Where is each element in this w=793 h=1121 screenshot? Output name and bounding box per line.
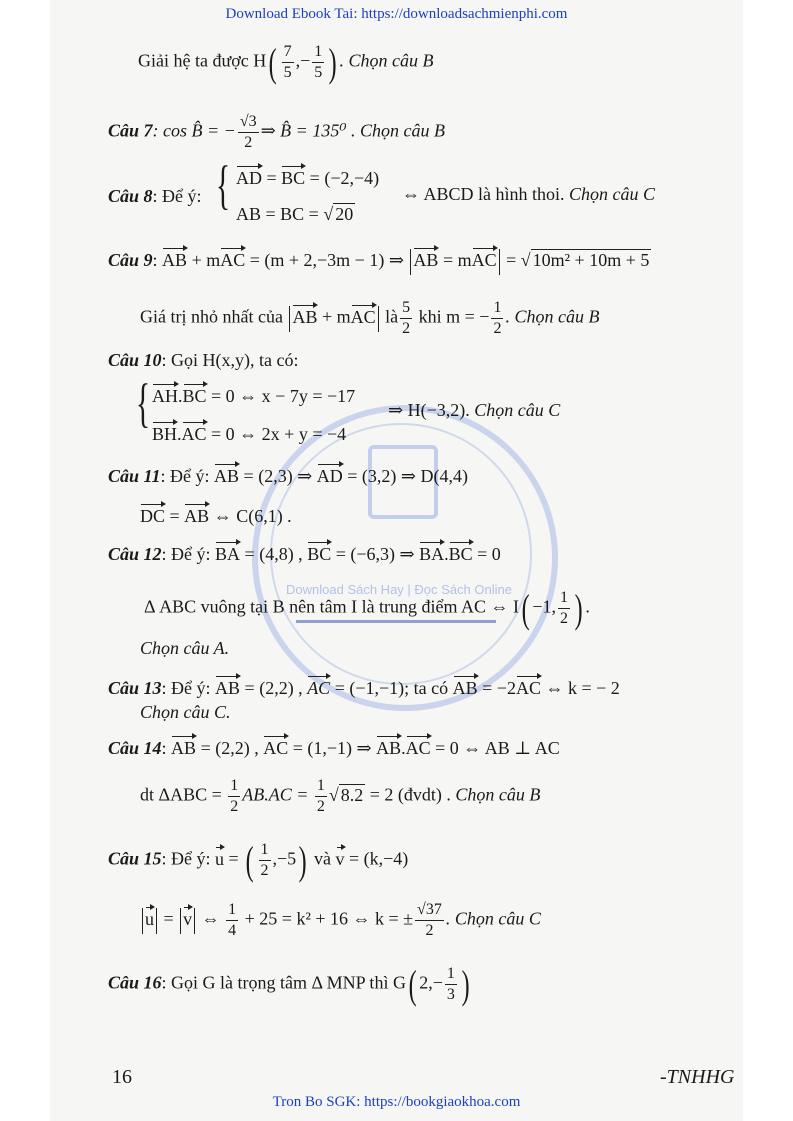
- fraction: [226, 900, 238, 941]
- paren-close: ): [574, 585, 583, 631]
- square-root: √ 10m² + 10m + 5: [520, 250, 650, 270]
- question-12: [108, 542, 501, 565]
- text: : Gọi H(x,y), ta có:: [161, 350, 299, 370]
- vector: BC: [281, 168, 306, 188]
- vector: v: [335, 848, 345, 869]
- text: AB = BC =: [236, 204, 324, 224]
- vector: AC: [515, 678, 541, 698]
- system-brace: {: [215, 155, 231, 215]
- fraction: [400, 298, 412, 339]
- text: khi m = −: [414, 306, 490, 327]
- text: .: [178, 386, 183, 406]
- question-label: Câu 8: [108, 186, 153, 206]
- vector: BC: [448, 544, 473, 564]
- vector: AB: [214, 466, 240, 486]
- text: Giải hệ ta được H: [138, 50, 267, 71]
- question-label: Câu 12: [108, 544, 162, 564]
- question-13: [108, 676, 620, 699]
- paren-close: ): [461, 961, 470, 1007]
- numerator: 1: [445, 964, 457, 985]
- text: = (2,3) ⇒: [239, 466, 317, 486]
- text: 2,−: [419, 972, 443, 993]
- numerator: 7: [282, 42, 294, 63]
- text: : Để ý:: [161, 678, 211, 698]
- text: .: [585, 596, 590, 617]
- abs-bar: [499, 249, 500, 275]
- question-label: Câu 15: [108, 848, 162, 869]
- text: = 0 ⇔ AB ⊥ AC: [430, 738, 560, 758]
- text: = 0: [472, 544, 501, 564]
- text: :: [152, 250, 158, 270]
- vector: AD: [236, 168, 262, 188]
- question-10-conclusion: [388, 400, 560, 421]
- text: ⇔ C(6,1) .: [209, 506, 292, 526]
- square-root: √ 8.2: [328, 784, 364, 805]
- answer-choice: Chọn câu C: [474, 400, 561, 420]
- text: dt ΔABC =: [140, 784, 227, 805]
- vector: u: [215, 848, 225, 869]
- vector: BC: [307, 544, 332, 564]
- paren-close: ): [298, 837, 307, 883]
- text: = m: [438, 250, 472, 270]
- denominator: 5: [283, 64, 292, 81]
- text: = −2: [477, 678, 516, 698]
- denominator: 2: [260, 862, 269, 879]
- paren-open: (: [268, 39, 277, 85]
- numerator: 1: [259, 840, 271, 861]
- text: = 2 (đvdt) .: [365, 784, 451, 805]
- vector: AB: [215, 678, 241, 698]
- question-label: Câu 13: [108, 678, 162, 698]
- question-8-label: [108, 186, 202, 207]
- text: + m: [187, 250, 221, 270]
- denominator: 2: [425, 922, 434, 939]
- text: : Để ý:: [152, 186, 202, 206]
- vector: AC: [405, 738, 431, 758]
- vector: BH: [152, 424, 178, 444]
- question-8-conclusion: [402, 184, 655, 205]
- question-15-line-2: [140, 900, 541, 941]
- page-number: 16: [112, 1066, 132, 1088]
- text: = (2,2) ,: [240, 678, 308, 698]
- vector: u: [145, 908, 154, 929]
- text: :: [161, 738, 167, 758]
- question-10-row-1: [152, 384, 355, 407]
- vector: BC: [182, 386, 207, 406]
- question-11-line-2: [140, 504, 292, 527]
- question-label: Câu 7: [108, 120, 153, 141]
- vector: AB: [184, 506, 210, 526]
- text: =: [262, 168, 282, 188]
- vector: AB: [171, 738, 197, 758]
- question-16: [108, 961, 472, 1007]
- text: ⇔ ABCD là hình thoi.: [402, 184, 565, 204]
- vector: v: [183, 908, 193, 929]
- question-label: Câu 10: [108, 350, 162, 370]
- text: : Để ý:: [161, 848, 211, 869]
- text: = (−6,3) ⇒: [331, 544, 420, 564]
- question-13-answer: [140, 702, 231, 723]
- question-label: Câu 9: [108, 250, 153, 270]
- answer-choice: . Chọn câu B: [339, 50, 434, 71]
- vector: AB: [292, 306, 318, 327]
- text: ⇔: [197, 908, 225, 929]
- denominator: 2: [244, 134, 253, 151]
- paren-close: ): [328, 39, 337, 85]
- answer-choice: Chọn câu B: [455, 784, 541, 805]
- question-10-row-2: [152, 422, 346, 445]
- text: ⇔ k = − 2: [540, 678, 620, 698]
- vector: DC: [140, 506, 166, 526]
- vector: AC: [181, 424, 207, 444]
- answer-choice: Chọn câu C: [569, 184, 656, 204]
- vector: AC: [263, 738, 289, 758]
- question-9: [108, 248, 651, 275]
- text: AB.AC =: [242, 784, 313, 805]
- text: = (k,−4): [344, 848, 409, 869]
- text: + 25 = k² + 16 ⇔ k = ±: [240, 908, 414, 929]
- text: −1,: [532, 596, 557, 617]
- vector: AB: [376, 738, 402, 758]
- numerator: 1: [226, 900, 238, 921]
- paren-open: (: [408, 961, 417, 1007]
- denominator: 2: [493, 320, 502, 337]
- fraction: [282, 42, 294, 83]
- text: ,−5: [272, 848, 297, 869]
- fraction: [312, 42, 324, 83]
- line-solve-system: [138, 39, 434, 85]
- question-8-row-2: [236, 204, 355, 225]
- numerator: √37: [415, 900, 444, 921]
- abs-bar: [410, 249, 411, 275]
- header-download-link[interactable]: Download Ebook Tai: https://downloadsachmienphi.com: [225, 6, 568, 22]
- radicand: 20: [335, 204, 354, 224]
- denominator: 3: [446, 986, 455, 1003]
- square-root: √ 20: [323, 204, 354, 224]
- fraction: [228, 776, 240, 817]
- denominator: 5: [314, 64, 323, 81]
- abs-bar: [180, 908, 181, 934]
- fraction: [445, 964, 457, 1005]
- radicand: 10m² + 10m + 5: [532, 250, 650, 270]
- fraction: [558, 588, 570, 629]
- question-14-line-2: [140, 776, 540, 817]
- paren-open: (: [245, 837, 254, 883]
- paren-open: (: [521, 585, 530, 631]
- vector: AC: [350, 306, 376, 327]
- text: .: [444, 544, 449, 564]
- fraction: [315, 776, 327, 817]
- text: là: [380, 306, 399, 327]
- question-14: [108, 736, 560, 759]
- text: : Gọi G là trọng tâm Δ MNP thì G: [161, 972, 406, 993]
- separator: ,−: [295, 50, 311, 71]
- answer-choice: . Chọn câu C: [445, 908, 541, 929]
- text: ⇒ H(−3,2).: [388, 400, 470, 420]
- fraction: [491, 298, 503, 339]
- text: .: [177, 424, 182, 444]
- fraction: [415, 900, 444, 941]
- vector: AC: [471, 250, 497, 270]
- denominator: 2: [560, 610, 569, 627]
- denominator: 4: [228, 922, 237, 939]
- question-11: [108, 464, 468, 487]
- vector: AC: [307, 678, 331, 698]
- text: =: [165, 506, 185, 526]
- text: : Để ý:: [160, 466, 210, 486]
- text: = (−2,−4): [305, 168, 380, 188]
- vector: BA: [419, 544, 445, 564]
- vector: AH: [152, 386, 178, 406]
- text: .: [401, 738, 406, 758]
- abs-bar: [194, 908, 195, 934]
- text: = (1,−1) ⇒: [288, 738, 377, 758]
- watermark-caption: Download Sách Hay | Đọc Sách Online: [286, 582, 512, 597]
- question-8-row-1: [236, 166, 379, 189]
- radicand: 8.2: [340, 784, 364, 805]
- question-12-line-2: [144, 585, 590, 631]
- text: + m: [317, 306, 351, 327]
- text: Δ ABC vuông tại B nên tâm I là trung điểm AC ⇔ I: [144, 596, 520, 617]
- text: =: [159, 908, 179, 929]
- fraction: [238, 112, 259, 153]
- vector: AB: [452, 678, 478, 698]
- question-9-min: [140, 298, 599, 339]
- text: : cos B̂ = −: [152, 120, 236, 141]
- question-7: [108, 112, 445, 153]
- text: và: [309, 848, 336, 869]
- vector: AD: [316, 466, 343, 486]
- text: = (m + 2,−3m − 1) ⇒: [245, 250, 404, 270]
- question-label: Câu 16: [108, 972, 162, 993]
- abs-bar: [156, 908, 157, 934]
- text: Giá trị nhỏ nhất của: [140, 306, 283, 327]
- numerator: 1: [315, 776, 327, 797]
- fraction: [259, 840, 271, 881]
- numerator: 1: [312, 42, 324, 63]
- text: = (4,8) ,: [240, 544, 308, 564]
- answer-choice: Chọn câu A.: [140, 638, 230, 658]
- text: = (−1,−1); ta có: [330, 678, 453, 698]
- text: = (2,2) ,: [196, 738, 264, 758]
- vector: AB: [162, 250, 188, 270]
- abs-bar: [289, 306, 290, 332]
- abs-bar: [142, 908, 143, 934]
- denominator: 2: [316, 798, 325, 815]
- question-12-answer: [140, 638, 229, 659]
- text: : Để ý:: [161, 544, 211, 564]
- system-brace: {: [135, 373, 151, 433]
- denominator: 2: [230, 798, 239, 815]
- numerator: 1: [491, 298, 503, 319]
- numerator: 5: [400, 298, 412, 319]
- question-label: Câu 11: [108, 466, 161, 486]
- text: = 0 ⇔ 2x + y = −4: [206, 424, 347, 444]
- text: = 0 ⇔ x − 7y = −17: [206, 386, 356, 406]
- answer-choice: Chọn câu C.: [140, 702, 231, 722]
- text: = (3,2) ⇒ D(4,4): [342, 466, 468, 486]
- text: ⇒ B̂ = 135⁰ . Chọn câu B: [260, 120, 446, 141]
- vector: BA: [215, 544, 241, 564]
- text: =: [224, 848, 244, 869]
- answer-choice: . Chọn câu B: [505, 306, 600, 327]
- vector: AC: [220, 250, 246, 270]
- question-10: [108, 350, 299, 371]
- footer-sgk-link[interactable]: Tron Bo SGK: https://bookgiaokhoa.com: [272, 1094, 521, 1110]
- denominator: 2: [402, 320, 411, 337]
- text: =: [501, 250, 521, 270]
- page-running-footer: -TNHHG: [660, 1066, 735, 1088]
- abs-bar: [378, 306, 379, 332]
- question-label: Câu 14: [108, 738, 162, 758]
- numerator: 1: [558, 588, 570, 609]
- vector: AB: [413, 250, 439, 270]
- numerator: 1: [228, 776, 240, 797]
- numerator: √3: [238, 112, 259, 133]
- question-15: [108, 837, 409, 883]
